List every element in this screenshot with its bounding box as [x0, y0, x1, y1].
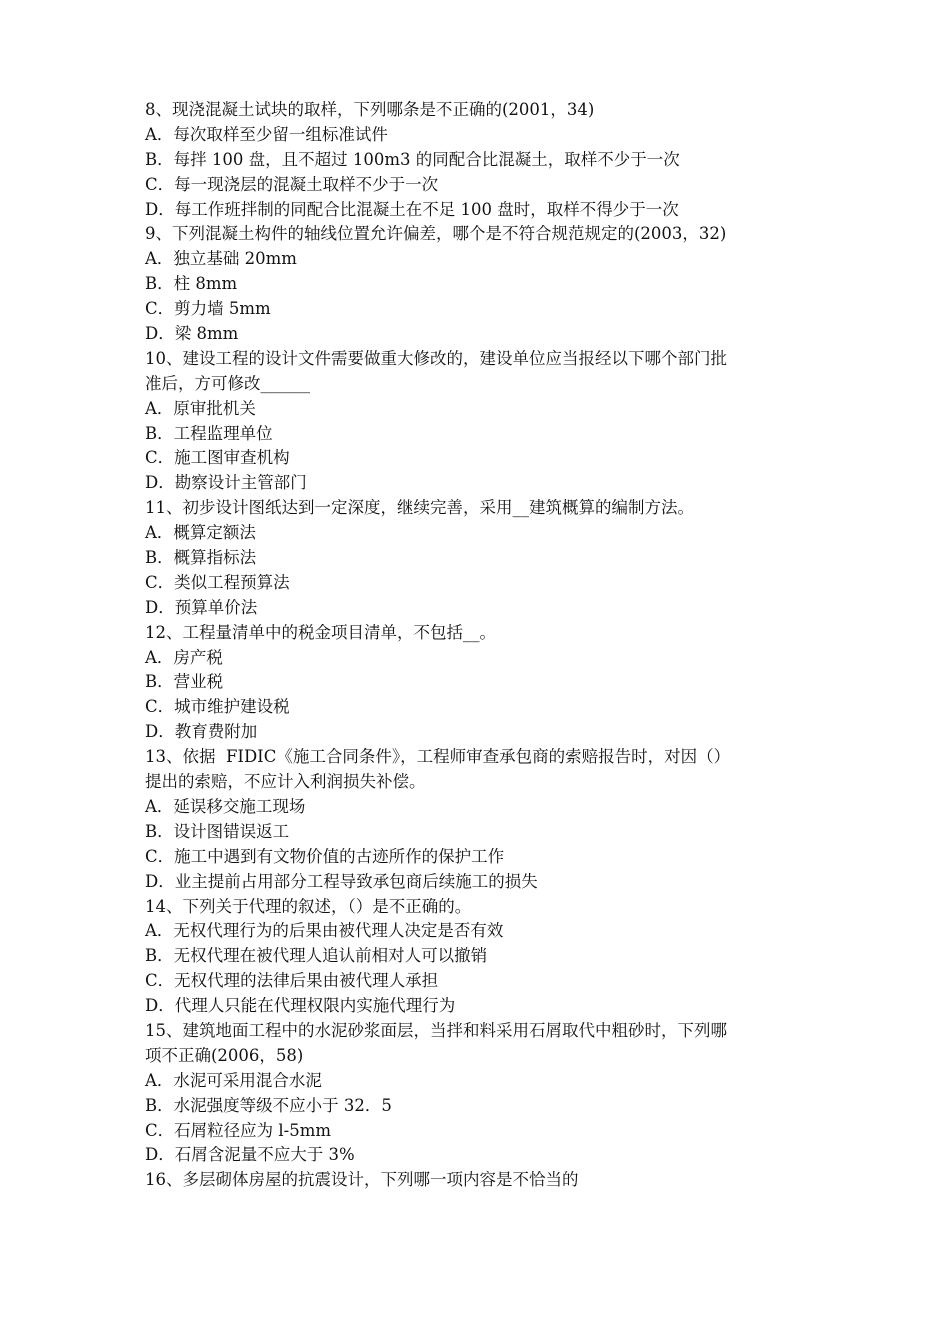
question-8-stem: 8、现浇混凝土试块的取样，下列哪条是不正确的(2001，34) [145, 100, 595, 119]
question-10-option-a: A．原审批机关 [145, 398, 256, 418]
question-11-option-c: C．类似工程预算法 [145, 572, 290, 592]
question-15-option-b: B．水泥强度等级不应小于 32．5 [145, 1095, 392, 1115]
question-12-option-b: B．营业税 [145, 672, 224, 692]
question-10-stem-line-2: 准后，方可修改______ [145, 373, 310, 393]
question-14-option-c: C．无权代理的法律后果由被代理人承担 [145, 971, 439, 991]
question-10-option-c: C．施工图审查机构 [145, 448, 290, 468]
question-15-option-a: A．水泥可采用混合水泥 [145, 1070, 322, 1090]
question-11-option-a: A．概算定额法 [145, 523, 256, 543]
question-15-option-d: D．石屑含泥量不应大于 3% [145, 1145, 355, 1165]
question-13-stem-line-2: 提出的索赔，不应计入利润损失补偿。 [145, 772, 426, 792]
question-11-stem: 11、初步设计图纸达到一定深度，继续完善，采用__建筑概算的编制方法。 [145, 498, 694, 518]
question-8-option-c: C．每一现浇层的混凝土取样不少于一次 [145, 174, 439, 194]
question-8-option-a: A．每次取样至少留一组标准试件 [145, 124, 388, 144]
question-10-stem-line-1: 10、建设工程的设计文件需要做重大修改的，建设单位应当报经以下哪个部门批 [145, 348, 727, 368]
question-9-stem: 9、下列混凝土构件的轴线位置允许偏差，哪个是不符合规范规定的(2003，32) [145, 224, 727, 244]
question-14-stem: 14、下列关于代理的叙述，（）是不正确的。 [145, 896, 472, 916]
question-13-stem-line-1: 13、依据 FIDIC《施工合同条件》，工程师审查承包商的索赔报告时，对因（） [145, 747, 731, 767]
question-11-option-b: B．概算指标法 [145, 548, 257, 568]
question-12-option-d: D．教育费附加 [145, 722, 258, 742]
question-13-option-a: A．延误移交施工现场 [145, 796, 306, 816]
question-15-stem-line-1: 15、建筑地面工程中的水泥砂浆面层，当拌和料采用石屑取代中粗砂时，下列哪 [145, 1020, 727, 1040]
question-13-option-b: B．设计图错误返工 [145, 821, 290, 841]
question-12-option-a: A．房产税 [145, 647, 223, 667]
question-13-option-d: D．业主提前占用部分工程导致承包商后续施工的损失 [145, 871, 538, 891]
question-9-option-a: A．独立基础 20mm [145, 249, 297, 269]
document-page [145, 98, 815, 1193]
question-15-stem-line-2: 项不正确(2006，58) [145, 1045, 304, 1065]
question-12-option-c: C．城市维护建设税 [145, 697, 290, 717]
question-9-option-c: C．剪力墙 5mm [145, 299, 271, 319]
question-12-stem: 12、工程量清单中的税金项目清单，不包括__。 [145, 622, 496, 642]
question-16-stem: 16、多层砌体房屋的抗震设计，下列哪一项内容是不恰当的 [145, 1170, 579, 1190]
question-8-option-d: D．每工作班拌制的同配合比混凝土在不足 100 盘时，取样不得少于一次 [145, 199, 679, 219]
question-10-option-d: D．勘察设计主管部门 [145, 473, 307, 493]
question-15-option-c: C．石屑粒径应为 l-5mm [145, 1120, 332, 1140]
question-14-option-d: D．代理人只能在代理权限内实施代理行为 [145, 996, 456, 1016]
question-9-option-d: D．梁 8mm [145, 324, 239, 344]
question-13-option-c: C．施工中遇到有文物价值的古迹所作的保护工作 [145, 846, 505, 866]
question-14-option-a: A．无权代理行为的后果由被代理人决定是否有效 [145, 921, 504, 941]
question-8-option-b: B．每拌 100 盘，且不超过 100m3 的同配合比混凝土，取样不少于一次 [145, 149, 680, 169]
question-14-option-b: B．无权代理在被代理人追认前相对人可以撤销 [145, 946, 488, 966]
question-10-option-b: B．工程监理单位 [145, 423, 273, 443]
question-9-option-b: B．柱 8mm [145, 274, 238, 294]
question-11-option-d: D．预算单价法 [145, 597, 258, 617]
